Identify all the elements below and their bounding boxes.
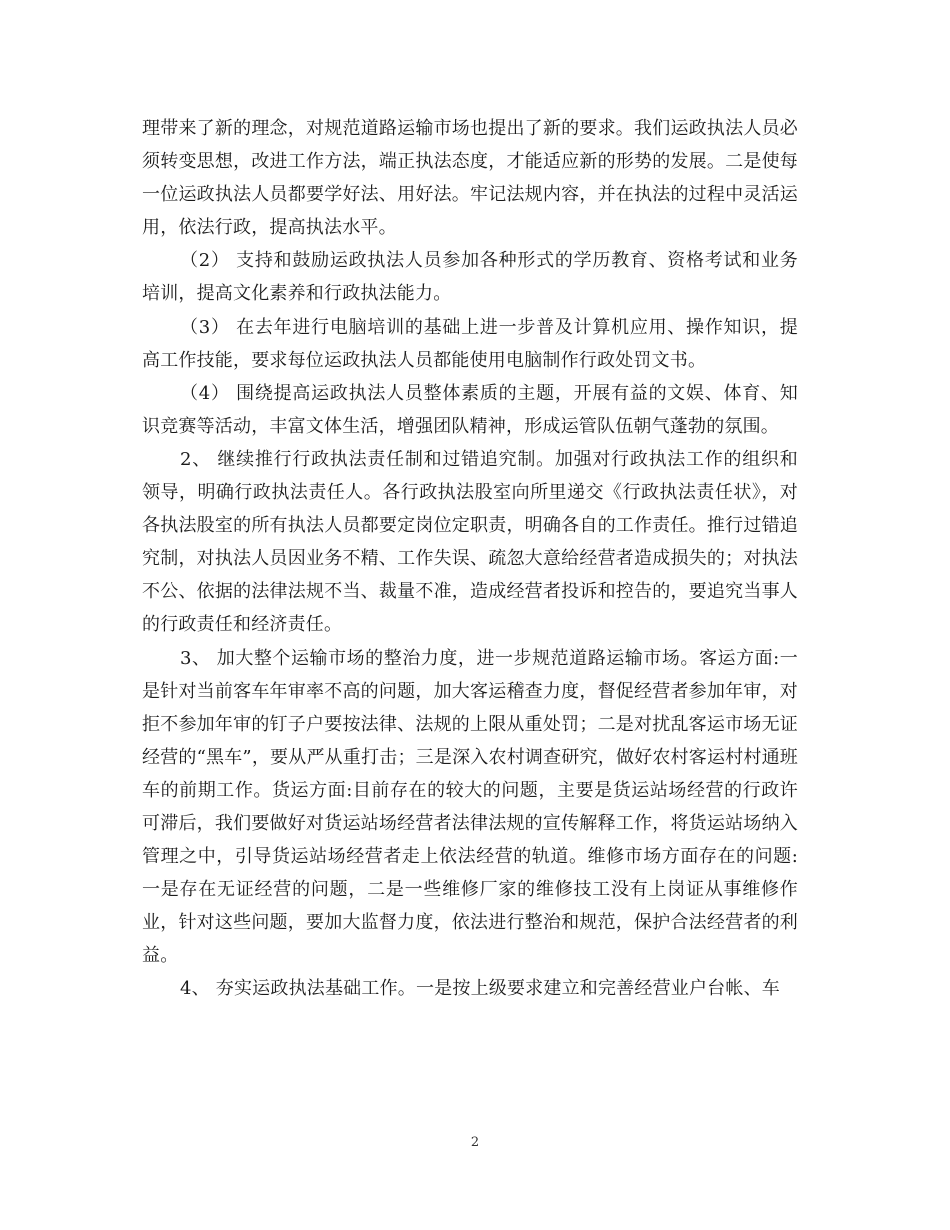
paragraph-continuation: 理带来了新的理念，对规范道路运输市场也提出了新的要求。我们运政执法人员必须转变思想，改进工作方法，端正执法态度，才能适应新的形势的发展。二是使每一位运政执法人员都要学好法、用好法。牢记法规内容，并在执法的过程中灵活运用，依法行政，提高执法水平。	[142, 118, 798, 239]
paragraph-section-3: 3、 加大整个运输市场的整治力度，进一步规范道路运输市场。客运方面:一是针对当前客车年审率不高的问题，加大客运稽查力度，督促经营者参加年审，对拒不参加年审的钉子户要按法律、法规的上限从重处罚；二是对扰乱客运市场无证经营的“黑车”，要从严从重打击；三是深入农村调查研究，做好农村客运村村通班车的前期工作。货运方面:目前存在的较大的问题，主要是货运站场经营的行政许可滞后，我们要做好对货运站场经营者法律法规的宣传解释工作，将货运站场纳入管理之中，引导货运站场经营者走上依法经营的轨道。维修市场方面存在的问题:一是存在无证经营的问题，二是一些维修厂家的维修技工没有上岗证从事维修作业，针对这些问题，要加大监督力度，依法进行整治和规范，保护合法经营者的利益。	[142, 647, 798, 967]
paragraph-item-4: （4） 围绕提高运政执法人员整体素质的主题，开展有益的文娱、体育、知识竞赛等活动，丰富文体生活，增强团队精神，形成运管队伍朝气蓬勃的氛围。	[142, 382, 798, 437]
page-number: 2	[470, 1135, 480, 1150]
paragraph-section-4: 4、 夯实运政执法基础工作。一是按上级要求建立和完善经营业户台帐、车	[180, 978, 780, 1000]
paragraph-item-2: （2） 支持和鼓励运政执法人员参加各种形式的学历教育、资格考试和业务培训，提高文化素养和行政执法能力。	[142, 250, 798, 305]
paragraph-item-3: （3） 在去年进行电脑培训的基础上进一步普及计算机应用、操作知识，提高工作技能，要求每位运政执法人员都能使用电脑制作行政处罚文书。	[142, 316, 798, 371]
paragraph-section-2: 2、 继续推行行政执法责任制和过错追究制。加强对行政执法工作的组织和领导，明确行政执法责任人。各行政执法股室向所里递交《行政执法责任状》，对各执法股室的所有执法人员都要定岗位定职责，明确各自的工作责任。推行过错追究制，对执法人员因业务不精、工作失误、疏忽大意给经营者造成损失的；对执法不公、依据的法律法规不当、裁量不准，造成经营者投诉和控告的，要追究当事人的行政责任和经济责任。	[142, 448, 798, 636]
body-text	[142, 112, 798, 1006]
